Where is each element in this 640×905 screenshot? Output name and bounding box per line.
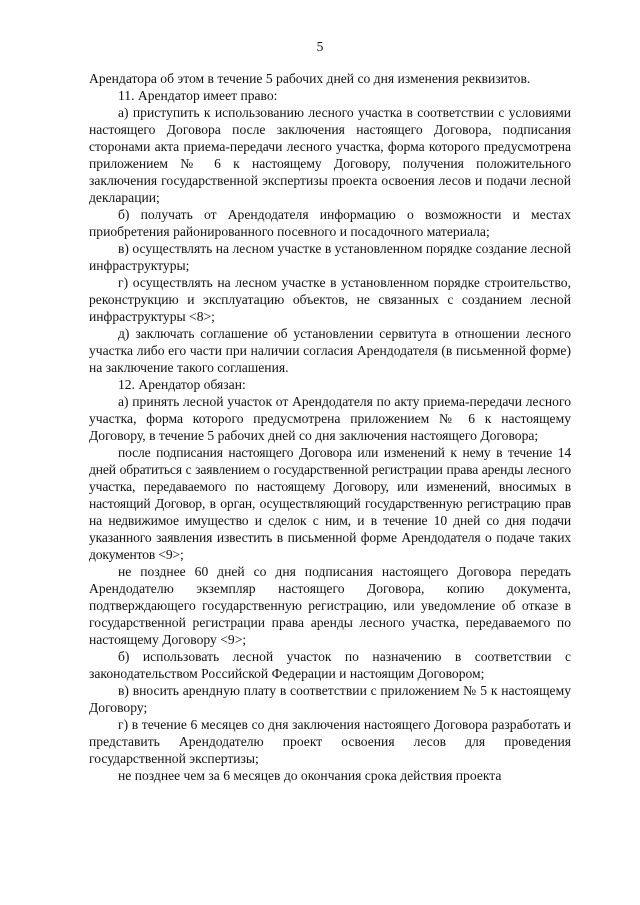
clause-11-d: д) заключать соглашение об установлении сервитута в отношении лесного участка либо его части при наличии согласия Арендодателя (в письменной форме) на заключение такого соглашения. — [89, 326, 571, 375]
clause-11-v: в) осуществлять на лесном участке в установленном порядке создание лесной инфраструктуры; — [89, 241, 571, 273]
page-number: 5 — [316, 39, 324, 54]
clause-12-v: в) вносить арендную плату в соответствии с приложением № 5 к настоящему Договору; — [89, 683, 571, 715]
clause-11-a: а) приступить к использованию лесного участка в соответствии с условиями настоящего Договора после заключения настоящего Договора, подписания сторонами акта приема-передачи лесного участка, форма которого предусмотрена приложением № 6 к настоящему Договору, получения положительного заключения государственной экспертизы проекта освоения лесов и подачи лесной декларации; — [89, 105, 571, 205]
clause-12-a: а) принять лесной участок от Арендодателя по акту приема-передачи лесного участка, форма которого предусмотрена приложением № 6 к настоящему Договору, в течение 5 рабочих дней со дня заключения настоящего Договора; — [89, 394, 571, 443]
clause-12-a-transfer: не позднее 60 дней со дня подписания настоящего Договора передать Арендодателю экземпляр настоящего Договора, копию документа, подтверждающего государственную регистрацию, или уведомление об отказе в государственной регистрации права аренды лесного участка, передаваемого по настоящему Договору <9>; — [89, 564, 571, 647]
clause-12-a-registration: после подписания настоящего Договора или изменений к нему в течение 14 дней обратиться с заявлением о государственной регистрации права аренды лесного участка, передаваемого по настоящему Договору, или изменений, вносимых в настоящий Договор, в орган, осуществляющий государственную регистрацию прав на недвижимое имущество и сделок с ним, и в течение 10 дней со дня подачи указанного заявления известить в письменной форме Арендодателя о подаче таких документов <9>; — [89, 445, 571, 562]
clause-11-b: б) получать от Арендодателя информацию о возможности и местах приобретения районированного посевного и посадочного материала; — [89, 207, 571, 239]
document-body — [89, 70, 571, 784]
clause-11-g: г) осуществлять на лесном участке в установленном порядке строительство, реконструкцию и эксплуатацию объектов, не связанных с созданием лесной инфраструктуры <8>; — [89, 275, 571, 324]
clause-12-g-continuation: не позднее чем за 6 месяцев до окончания срока действия проекта — [118, 768, 502, 783]
paragraph-continuation: Арендатора об этом в течение 5 рабочих дней со дня изменения реквизитов. — [89, 71, 531, 86]
section-12-heading: 12. Арендатор обязан: — [118, 377, 246, 392]
clause-12-g: г) в течение 6 месяцев со дня заключения настоящего Договора разработать и представить Арендодателю проект освоения лесов для проведения государственной экспертизы; — [89, 717, 571, 766]
clause-12-b: б) использовать лесной участок по назначению в соответствии с законодательством Российской Федерации и настоящим Договором; — [89, 649, 571, 681]
section-11-heading: 11. Арендатор имеет право: — [118, 88, 278, 103]
